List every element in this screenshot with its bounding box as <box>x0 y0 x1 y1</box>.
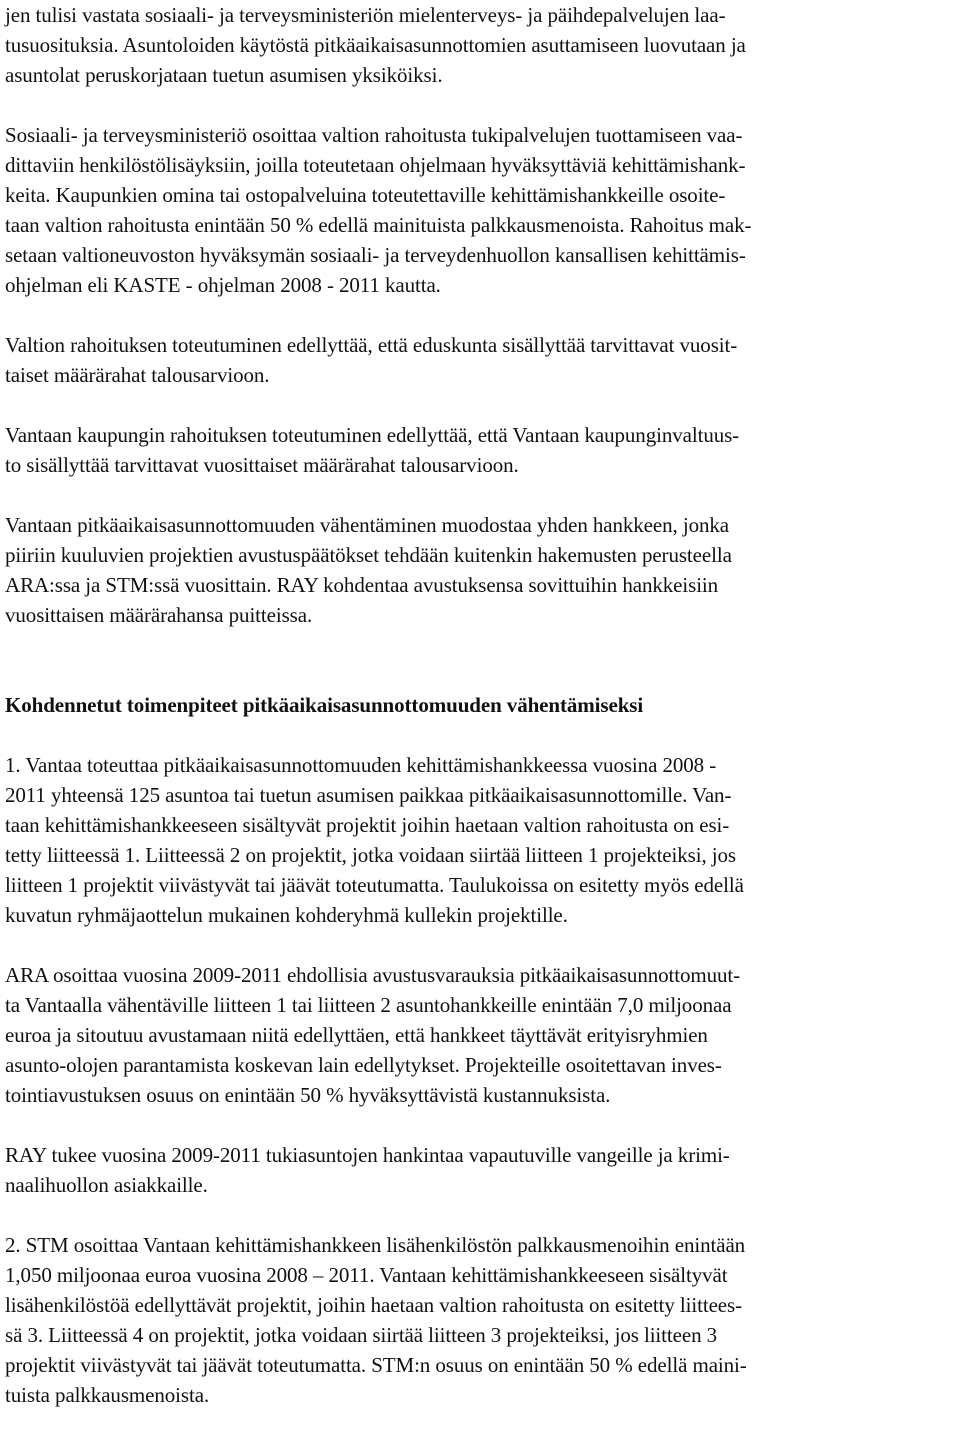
text-line: Vantaan pitkäaikaisasunnottomuuden vähentäminen muodostaa yhden hankkeen, jonka <box>5 513 729 537</box>
text-line: taan valtion rahoitusta enintään 50 % edellä mainituista palkkausmenoista. Rahoitus mak- <box>5 213 752 237</box>
text-line: tetty liitteessä 1. Liitteessä 2 on projektit, jotka voidaan siirtää liitteen 1 projekteiksi, jos <box>5 843 736 867</box>
text-line: taiset määrärahat talousarvioon. <box>5 363 270 387</box>
paragraph-city-funding <box>5 420 957 480</box>
paragraph-gap <box>5 480 957 510</box>
text-line: 2. STM osoittaa Vantaan kehittämishankkeen lisähenkilöstön palkkausmenoihin enintään <box>5 1233 746 1257</box>
paragraph-gap <box>5 930 957 960</box>
paragraph-intro-continuation <box>5 0 957 90</box>
paragraph-stm-funding <box>5 120 957 300</box>
paragraph-ara-grants <box>5 960 957 1110</box>
text-line: keita. Kaupunkien omina tai ostopalveluina toteutettaville kehittämishankkeille osoite- <box>5 183 726 207</box>
text-line: 1,050 miljoonaa euroa vuosina 2008 – 2011. Vantaan kehittämishankkeeseen sisältyvät <box>5 1263 728 1287</box>
text-line: ARA osoittaa vuosina 2009-2011 ehdollisia avustusvarauksia pitkäaikaisasunnottomuut- <box>5 963 741 987</box>
text-line: to sisällyttää tarvittavat vuosittaiset määrärahat talousarvioon. <box>5 453 519 477</box>
text-line: tuista palkkausmenoista. <box>5 1383 210 1407</box>
text-line: taan kehittämishankkeeseen sisältyvät projektit joihin haetaan valtion rahoitusta on esi- <box>5 813 730 837</box>
text-line: asunto-olojen parantamista koskevan lain edellytykset. Projekteille osoitettavan inves- <box>5 1053 722 1077</box>
paragraph-gap <box>5 720 957 750</box>
paragraph-gap <box>5 90 957 120</box>
paragraph-ray-support <box>5 1140 957 1200</box>
text-line: Vantaan kaupungin rahoituksen toteutuminen edellyttää, että Vantaan kaupunginvaltuus- <box>5 423 740 447</box>
text-line: tointiavustuksen osuus on enintään 50 % hyväksyttävistä kustannuksista. <box>5 1083 611 1107</box>
paragraph-gap <box>5 1110 957 1140</box>
text-line: setaan valtioneuvoston hyväksymän sosiaali- ja terveydenhuollon kansallisen kehittämis- <box>5 243 746 267</box>
text-line: kuvatun ryhmäjaottelun mukainen kohderyhmä kullekin projektille. <box>5 903 568 927</box>
text-line: asuntolat peruskorjataan tuetun asumisen yksiköiksi. <box>5 63 443 87</box>
section-gap <box>5 630 957 690</box>
paragraph-measure-1 <box>5 750 957 930</box>
text-line: Sosiaali- ja terveysministeriö osoittaa valtion rahoitusta tukipalvelujen tuottamiseen vaa- <box>5 123 743 147</box>
section-heading <box>5 690 957 720</box>
text-line: ARA:ssa ja STM:ssä vuosittain. RAY kohdentaa avustuksensa sovittuihin hankkeisiin <box>5 573 719 597</box>
text-line: 1. Vantaa toteuttaa pitkäaikaisasunnottomuuden kehittämishankkeessa vuosina 2008 - <box>5 753 717 777</box>
text-line: lisähenkilöstöä edellyttävät projektit, joihin haetaan valtion rahoitusta on esitetty liittees- <box>5 1293 742 1317</box>
text-line: jen tulisi vastata sosiaali- ja terveysministeriön mielenterveys- ja päihdepalvelujen laa- <box>5 3 726 27</box>
text-line: 2011 yhteensä 125 asuntoa tai tuetun asumisen paikkaa pitkäaikaisasunnottomille. Van- <box>5 783 732 807</box>
text-line: ohjelman eli KASTE - ohjelman 2008 - 2011 kautta. <box>5 273 441 297</box>
text-line: sä 3. Liitteessä 4 on projektit, jotka voidaan siirtää liitteen 3 projekteiksi, jos liitteen 3 <box>5 1323 718 1347</box>
text-line: tusuosituksia. Asuntoloiden käytöstä pitkäaikaisasunnottomien asuttamiseen luovutaan ja <box>5 33 746 57</box>
paragraph-state-funding <box>5 330 957 390</box>
text-line: euroa ja sitoutuu avustamaan niitä edellyttäen, että hankkeet täyttävät erityisryhmien <box>5 1023 708 1047</box>
paragraph-gap <box>5 390 957 420</box>
text-line: RAY tukee vuosina 2009-2011 tukiasuntojen hankintaa vapautuville vangeille ja krimi- <box>5 1143 730 1167</box>
paragraph-gap <box>5 1200 957 1230</box>
text-line: piiriin kuuluvien projektien avustuspäätökset tehdään kuitenkin hakemusten perusteella <box>5 543 732 567</box>
heading-text: Kohdennetut toimenpiteet pitkäaikaisasunnottomuuden vähentämiseksi <box>5 693 644 717</box>
text-line: Valtion rahoituksen toteutuminen edellyttää, että eduskunta sisällyttää tarvittavat vuosit- <box>5 333 738 357</box>
paragraph-project-overview <box>5 510 957 630</box>
text-line: naalihuollon asiakkaille. <box>5 1173 208 1197</box>
document-page <box>5 0 957 1410</box>
text-line: projektit viivästyvät tai jäävät toteutumatta. STM:n osuus on enintään 50 % edellä maini- <box>5 1353 747 1377</box>
text-line: ta Vantaalla vähentäville liitteen 1 tai liitteen 2 asuntohankkeille enintään 7,0 miljoonaa <box>5 993 732 1017</box>
text-line: vuosittaisen määrärahansa puitteissa. <box>5 603 313 627</box>
paragraph-measure-2 <box>5 1230 957 1410</box>
paragraph-gap <box>5 300 957 330</box>
text-line: dittaviin henkilöstölisäyksiin, joilla toteutetaan ohjelmaan hyväksyttäviä kehittämishank- <box>5 153 746 177</box>
text-line: liitteen 1 projektit viivästyvät tai jäävät toteutumatta. Taulukoissa on esitetty myös edellä <box>5 873 744 897</box>
